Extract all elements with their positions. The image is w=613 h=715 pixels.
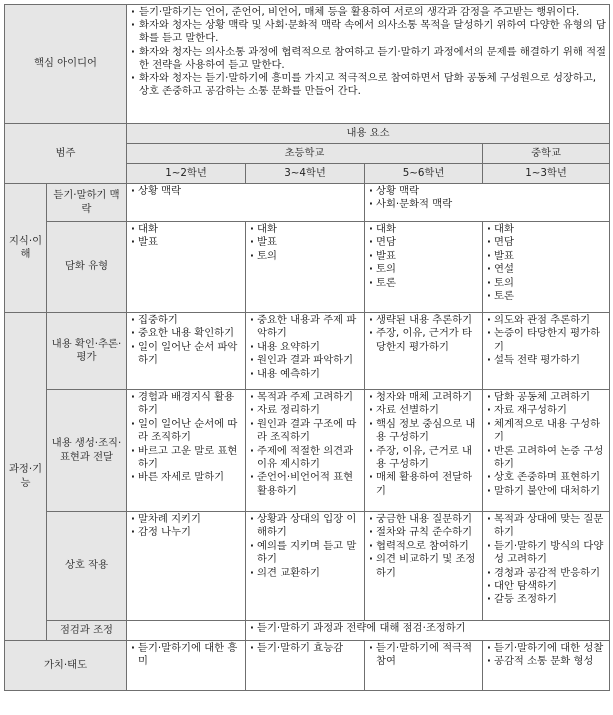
- confirm-list-5-6: [368, 314, 479, 354]
- list-item: · 발표: [486, 250, 606, 263]
- list-item: · 대화: [130, 223, 242, 236]
- curriculum-standards-table: [4, 4, 610, 691]
- list-item: · 토의: [249, 250, 361, 263]
- list-item: · 준언어·비언어적 표현 활용하기: [249, 471, 361, 498]
- values-list-middle: [486, 642, 606, 669]
- produce-list-1-2: [130, 391, 242, 485]
- list-item: · 자료 선별하기: [368, 404, 479, 417]
- list-item: · 협력적으로 참여하기: [368, 540, 479, 553]
- list-item: · 면담: [486, 236, 606, 249]
- produce-cell-1-2: [127, 390, 246, 512]
- list-item: · 의견 비교하기 및 조정하기: [368, 553, 479, 580]
- interaction-cell-1-2: [127, 512, 246, 621]
- core-idea-label: 핵심 아이디어: [5, 5, 127, 124]
- context-cell-elementary-lower: [127, 184, 365, 222]
- discourse-list-5-6: [368, 223, 479, 290]
- list-item: · 듣기·말하기에 대한 성찰: [486, 642, 606, 655]
- list-item: · 상호 존중하며 표현하기: [486, 471, 606, 484]
- list-item: · 체계적으로 내용 구성하기: [486, 418, 606, 445]
- list-item: · 듣기·말하기 방식의 다양성 고려하기: [486, 540, 606, 567]
- list-item: · 주장, 이유, 근거가 타당한지 평가하기: [368, 327, 479, 354]
- produce-list-middle: [486, 391, 606, 498]
- grade-header-5-6: 5~6학년: [365, 164, 483, 184]
- values-cell-3-4: [246, 641, 365, 691]
- content-confirm-infer-evaluate-label: 내용 확인·추론·평가: [47, 313, 127, 390]
- check-list: [249, 622, 606, 635]
- interaction-cell-3-4: [246, 512, 365, 621]
- confirm-cell-3-4: [246, 313, 365, 390]
- interaction-cell-5-6: [365, 512, 483, 621]
- list-item: · 자료 정리하기: [249, 404, 361, 417]
- list-item: · 발표: [130, 236, 242, 249]
- produce-list-3-4: [249, 391, 361, 498]
- discourse-cell-1-2: [127, 222, 246, 313]
- list-item: · 주장, 이유, 근거로 내용 구성하기: [368, 445, 479, 472]
- values-list-3-4: [249, 642, 361, 655]
- discourse-type-label: 담화 유형: [47, 222, 127, 313]
- list-item: · 궁금한 내용 질문하기: [368, 513, 479, 526]
- values-list-1-2: [130, 642, 242, 669]
- values-cell-5-6: [365, 641, 483, 691]
- context-cell-upper: [365, 184, 610, 222]
- list-item: · 토론: [486, 290, 606, 303]
- check-adjust-label: 점검과 조정: [47, 621, 127, 641]
- list-item: · 갈등 조정하기: [486, 593, 606, 606]
- list-item: · 내용 요약하기: [249, 341, 361, 354]
- list-item: · 대화: [249, 223, 361, 236]
- list-item: · 말하기 불안에 대처하기: [486, 485, 606, 498]
- list-item: · 핵심 정보 중심으로 내용 구성하기: [368, 418, 479, 445]
- list-item: · 원인과 결과 파악하기: [249, 354, 361, 367]
- list-item: · 토의: [486, 277, 606, 290]
- list-item: · 토의: [368, 263, 479, 276]
- list-item: · 일이 일어난 순서 파악하기: [130, 341, 242, 368]
- list-item: · 공감적 소통 문화 형성: [486, 655, 606, 668]
- list-item: · 목적과 상대에 맞는 질문하기: [486, 513, 606, 540]
- list-item: · 주제에 적절한 의견과 이유 제시하기: [249, 445, 361, 472]
- list-item: · 감정 나누기: [130, 526, 242, 539]
- list-item: · 상황 맥락: [130, 185, 361, 198]
- middle-school-header: 중학교: [483, 144, 610, 164]
- produce-cell-middle: [483, 390, 610, 512]
- confirm-cell-5-6: [365, 313, 483, 390]
- core-idea-row: [5, 5, 610, 124]
- list-item: · 발표: [368, 250, 479, 263]
- core-idea-content: [127, 5, 610, 124]
- list-item: · 화자와 청자는 상황 맥락 및 사회·문화적 맥락 속에서 의사소통 목적을 달성하기 위하여 다양한 유형의 담화를 듣고 말한다.: [130, 19, 606, 45]
- grade-header-3-4: 3~4학년: [246, 164, 365, 184]
- confirm-cell-1-2: [127, 313, 246, 390]
- interaction-label: 상호 작용: [47, 512, 127, 621]
- list-item: · 듣기·말하기에 적극적 참여: [368, 642, 479, 669]
- confirm-list-1-2: [130, 314, 242, 368]
- list-item: · 반론 고려하여 논증 구성하기: [486, 445, 606, 472]
- values-cell-1-2: [127, 641, 246, 691]
- list-item: · 대화: [368, 223, 479, 236]
- discourse-list-3-4: [249, 223, 361, 263]
- list-item: · 청자와 매체 고려하기: [368, 391, 479, 404]
- context-list-upper: [368, 185, 606, 212]
- list-item: · 원인과 결과 구조에 따라 조직하기: [249, 418, 361, 445]
- core-idea-list: [130, 6, 606, 98]
- interaction-cell-middle: [483, 512, 610, 621]
- list-item: · 생략된 내용 추론하기: [368, 314, 479, 327]
- list-item: · 중요한 내용 확인하기: [130, 327, 242, 340]
- list-item: · 중요한 내용과 주제 파악하기: [249, 314, 361, 341]
- list-item: · 사회·문화적 맥락: [368, 198, 606, 211]
- list-item: · 설득 전략 평가하기: [486, 354, 606, 367]
- list-item: · 일이 일어난 순서에 따라 조직하기: [130, 418, 242, 445]
- list-item: · 말차례 지키기: [130, 513, 242, 526]
- grade-header-1-2: 1~2학년: [127, 164, 246, 184]
- list-item: · 대안 탐색하기: [486, 580, 606, 593]
- list-item: · 듣기·말하기에 대한 흥미: [130, 642, 242, 669]
- context-list-lower: [130, 185, 361, 198]
- list-item: · 의견 교환하기: [249, 567, 361, 580]
- values-cell-middle: [483, 641, 610, 691]
- list-item: · 자료 재구성하기: [486, 404, 606, 417]
- confirm-list-3-4: [249, 314, 361, 381]
- list-item: · 발표: [249, 236, 361, 249]
- discourse-cell-middle: [483, 222, 610, 313]
- discourse-list-middle: [486, 223, 606, 303]
- content-elements-header: 내용 요소: [127, 124, 610, 144]
- discourse-list-1-2: [130, 223, 242, 250]
- list-item: · 화자와 청자는 의사소통 과정에 협력적으로 참여하고 듣기·말하기 과정에서의 문제를 해결하기 위해 적절한 전략을 사용하여 듣고 말한다.: [130, 46, 606, 72]
- list-item: · 상황 맥락: [368, 185, 606, 198]
- list-item: · 목적과 주제 고려하기: [249, 391, 361, 404]
- confirm-list-middle: [486, 314, 606, 368]
- list-item: · 절차와 규칙 준수하기: [368, 526, 479, 539]
- listening-speaking-context-label: 듣기·말하기 맥락: [47, 184, 127, 222]
- list-item: · 예의를 지키며 듣고 말하기: [249, 540, 361, 567]
- produce-cell-5-6: [365, 390, 483, 512]
- process-skills-label: 과정·기능: [5, 313, 47, 641]
- interaction-list-1-2: [130, 513, 242, 540]
- category-header: 범주: [5, 124, 127, 184]
- values-list-5-6: [368, 642, 479, 669]
- grade-header-middle-1-3: 1~3학년: [483, 164, 610, 184]
- list-item: · 경청과 공감적 반응하기: [486, 567, 606, 580]
- check-cell-1-2: [127, 621, 246, 641]
- list-item: · 의도와 관점 추론하기: [486, 314, 606, 327]
- content-generate-organize-express-label: 내용 생성·조직·표현과 전달: [47, 390, 127, 512]
- values-attitudes-label: 가치·태도: [5, 641, 127, 691]
- list-item: · 면담: [368, 236, 479, 249]
- discourse-cell-5-6: [365, 222, 483, 313]
- list-item: · 듣기·말하기 효능감: [249, 642, 361, 655]
- list-item: · 상황과 상대의 입장 이해하기: [249, 513, 361, 540]
- list-item: · 논증이 타당한지 평가하기: [486, 327, 606, 354]
- knowledge-understanding-label: 지식·이해: [5, 184, 47, 313]
- interaction-list-3-4: [249, 513, 361, 580]
- list-item: · 연설: [486, 263, 606, 276]
- list-item: · 듣기·말하기 과정과 전략에 대해 점검·조정하기: [249, 622, 606, 635]
- interaction-list-5-6: [368, 513, 479, 580]
- list-item: · 바르고 고운 말로 표현하기: [130, 445, 242, 472]
- list-item: · 화자와 청자는 듣기·말하기에 흥미를 가지고 적극적으로 참여하면서 담화 공동체 구성원으로 성장하고, 상호 존중하고 공감하는 소통 문화를 만들어 간다.: [130, 72, 606, 98]
- list-item: · 토론: [368, 277, 479, 290]
- interaction-list-middle: [486, 513, 606, 607]
- list-item: · 담화 공동체 고려하기: [486, 391, 606, 404]
- check-cell-3-4-to-middle: [246, 621, 610, 641]
- confirm-cell-middle: [483, 313, 610, 390]
- list-item: · 내용 예측하기: [249, 368, 361, 381]
- list-item: · 매체 활용하여 전달하기: [368, 471, 479, 498]
- discourse-cell-3-4: [246, 222, 365, 313]
- produce-list-5-6: [368, 391, 479, 498]
- list-item: · 듣기·말하기는 언어, 준언어, 비언어, 매체 등을 활용하여 서로의 생각과 감정을 주고받는 행위이다.: [130, 6, 606, 19]
- list-item: · 경험과 배경지식 활용하기: [130, 391, 242, 418]
- elementary-school-header: 초등학교: [127, 144, 483, 164]
- list-item: · 바른 자세로 말하기: [130, 471, 242, 484]
- list-item: · 대화: [486, 223, 606, 236]
- list-item: · 집중하기: [130, 314, 242, 327]
- produce-cell-3-4: [246, 390, 365, 512]
